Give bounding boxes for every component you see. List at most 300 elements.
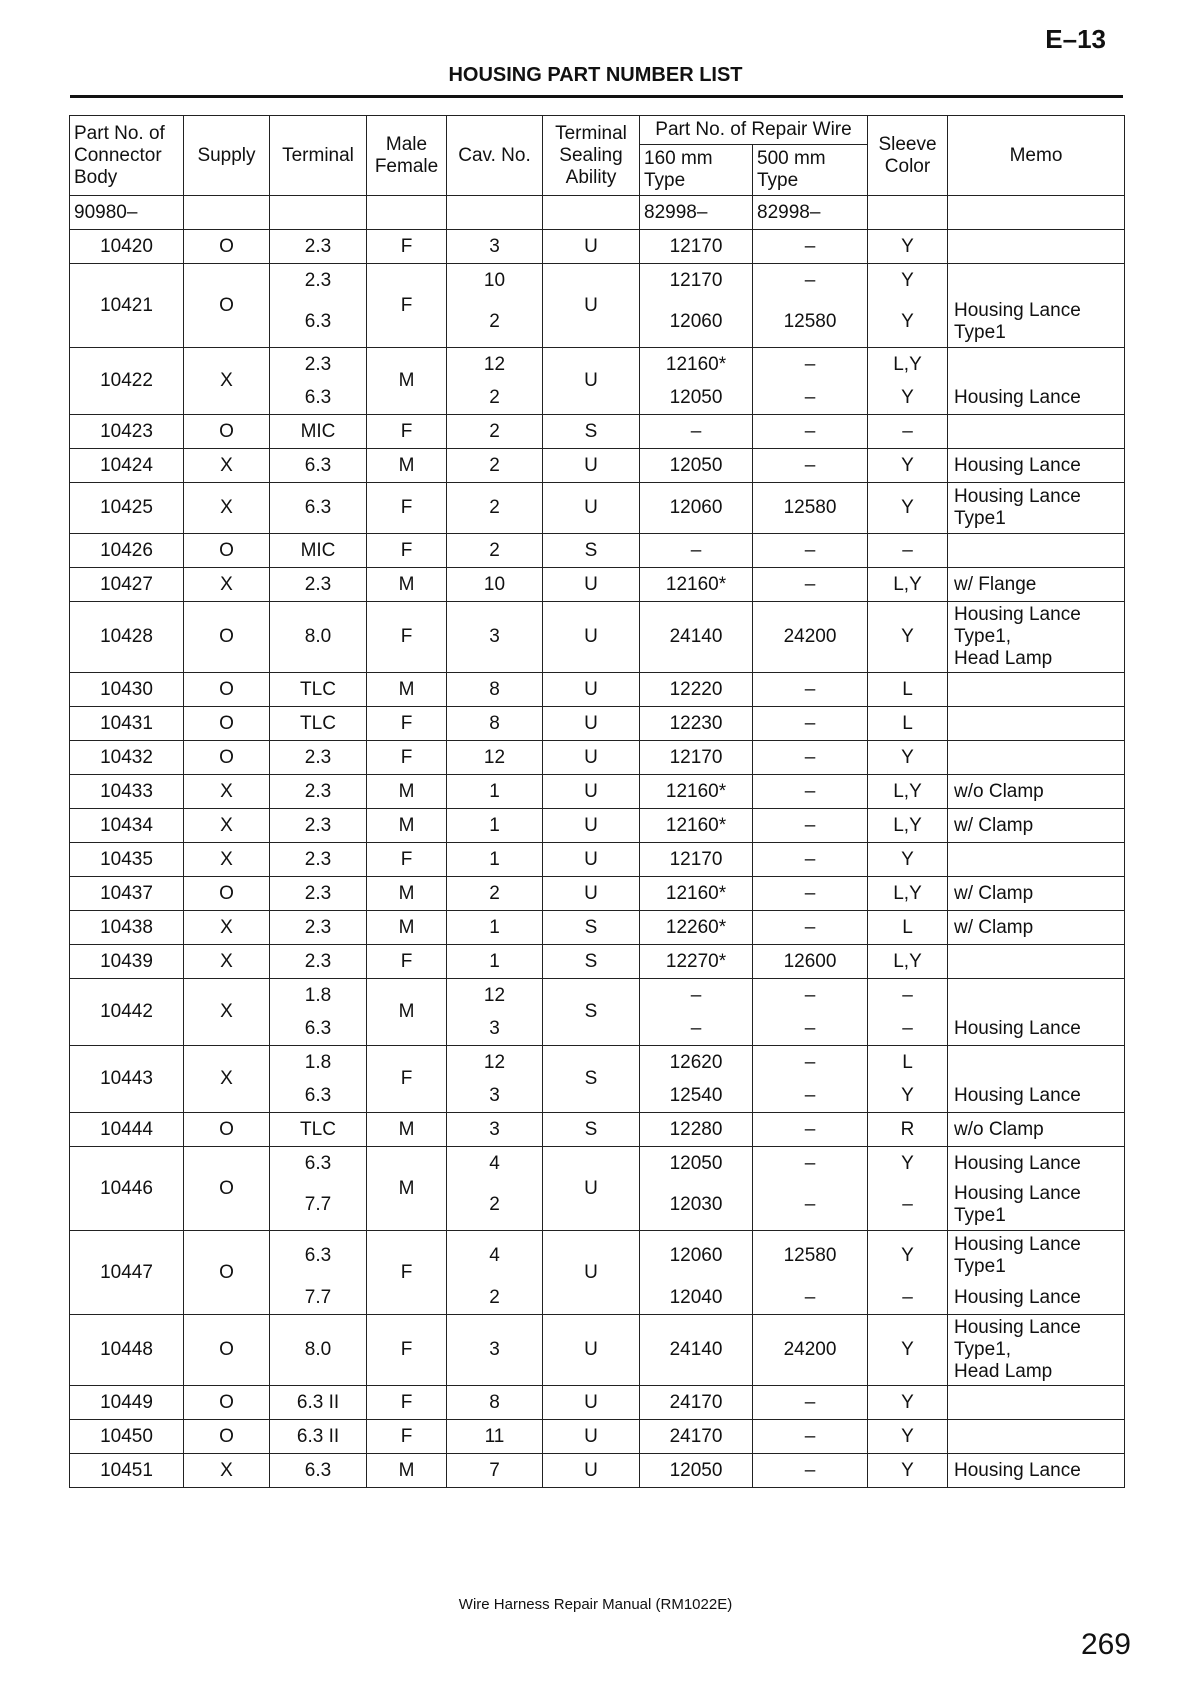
- wire-500-stack: [753, 1315, 867, 1385]
- page-number: 269: [1080, 1628, 1131, 1661]
- terminal-line: 6.3: [304, 497, 332, 518]
- sleeve-color-stack: [868, 877, 947, 910]
- cav-no: [447, 348, 543, 415]
- wire-500-line: –: [804, 916, 816, 938]
- supply: O: [184, 877, 270, 911]
- memo-line: Housing Lance Type1: [954, 1234, 1081, 1277]
- memo-line: Housing Lance: [954, 1017, 1081, 1039]
- cav-no-line: 1: [489, 916, 500, 938]
- wire-500-stack: [753, 707, 867, 740]
- wire-500-stack: [753, 979, 867, 1045]
- wire-160-line: 12060: [669, 1245, 723, 1266]
- wire-160-stack: [640, 775, 752, 808]
- sleeve-color-line: Y: [901, 848, 914, 870]
- wire-500-stack: [753, 230, 867, 263]
- cav-no-stack: [447, 809, 542, 842]
- sleeve-color: [868, 1386, 948, 1420]
- terminal-stack: [270, 534, 366, 567]
- wire-500: [753, 1147, 868, 1231]
- part-no: 10423: [70, 415, 184, 449]
- supply: O: [184, 534, 270, 568]
- sealing-stack: [543, 945, 639, 978]
- memo-line: w/ Clamp: [954, 882, 1034, 904]
- cav-no-line: 7: [489, 1459, 500, 1481]
- wire-500-line: –: [804, 269, 816, 291]
- empty-cell: [367, 196, 447, 230]
- wire-160-stack: [640, 1231, 752, 1314]
- wire-500-stack: [753, 843, 867, 876]
- sleeve-color-line: –: [902, 1194, 913, 1215]
- wire-500-stack: [753, 264, 867, 347]
- table-row: [70, 568, 1125, 602]
- sleeve-color-line: Y: [901, 1245, 914, 1266]
- terminal-stack: [270, 1420, 366, 1453]
- cav-no-line: 1: [489, 848, 500, 870]
- memo-stack: [948, 911, 1124, 944]
- memo-line: w/o Clamp: [954, 1118, 1044, 1140]
- wire-160-line: 12160*: [665, 780, 727, 802]
- sealing-stack: [543, 483, 639, 533]
- wire-500-line: –: [804, 1084, 816, 1106]
- sealing-stack: [543, 1454, 639, 1487]
- sealing: [543, 534, 640, 568]
- part-no: 10439: [70, 945, 184, 979]
- terminal-stack: [270, 707, 366, 740]
- wire-160: [640, 415, 753, 449]
- terminal-line: 2.3: [304, 950, 332, 972]
- wire-160-line: 12170: [669, 269, 723, 291]
- cav-no-stack: [447, 449, 542, 482]
- sealing-stack: [543, 741, 639, 774]
- wire-160: [640, 1315, 753, 1386]
- terminal-stack: [270, 1046, 366, 1112]
- memo-line: Housing Lance Type1, Head Lamp: [954, 1317, 1081, 1382]
- wire-500-stack: [753, 1454, 867, 1487]
- sleeve-color-stack: [868, 568, 947, 601]
- wire-160: [640, 911, 753, 945]
- sealing-line: S: [584, 916, 598, 938]
- cav-no-line: 8: [489, 1391, 500, 1413]
- terminal-stack: [270, 979, 366, 1045]
- memo-line: [948, 673, 1124, 706]
- sealing: [543, 945, 640, 979]
- wire-160: [640, 741, 753, 775]
- male-female: [367, 775, 447, 809]
- terminal-stack: [270, 911, 366, 944]
- memo-line: Housing Lance: [954, 454, 1081, 476]
- memo: [948, 1113, 1125, 1147]
- wire-500-line: –: [804, 1459, 816, 1481]
- cav-no-stack: [447, 911, 542, 944]
- supply: O: [184, 707, 270, 741]
- sleeve-color: [868, 707, 948, 741]
- male-female-line: M: [398, 454, 415, 476]
- cav-no-stack: [447, 483, 542, 533]
- wire-500: [753, 348, 868, 415]
- part-no: 10438: [70, 911, 184, 945]
- prefix-part: 90980–: [70, 196, 184, 230]
- terminal: [270, 1046, 367, 1113]
- male-female: F: [367, 1231, 447, 1315]
- sealing-line: U: [584, 848, 598, 870]
- supply: O: [184, 1113, 270, 1147]
- table-row: [70, 1386, 1125, 1420]
- wire-160-line: 12060: [669, 497, 723, 518]
- terminal-line: 2.3: [304, 848, 332, 870]
- sleeve-color-stack: [868, 449, 947, 482]
- wire-160-line: 12280: [669, 1118, 723, 1140]
- cav-no-line: 8: [489, 712, 500, 734]
- wire-500: [753, 877, 868, 911]
- male-female-line: M: [398, 573, 415, 595]
- col-sleeve: Sleeve Color: [868, 116, 948, 196]
- memo-line: [948, 979, 1124, 1012]
- sealing-stack: [543, 1113, 639, 1146]
- table-row: [70, 1420, 1125, 1454]
- sealing: [543, 911, 640, 945]
- sealing: [543, 707, 640, 741]
- sleeve-color: [868, 1113, 948, 1147]
- male-female-line: M: [398, 882, 415, 904]
- sleeve-color: [868, 348, 948, 415]
- memo: [948, 1231, 1125, 1315]
- terminal: [270, 979, 367, 1046]
- cav-no: [447, 1315, 543, 1386]
- terminal-line: 2.3: [304, 882, 332, 904]
- sealing: [543, 230, 640, 264]
- wire-160-stack: [640, 1147, 752, 1230]
- prefix-wire500: 82998–: [753, 196, 868, 230]
- col-cav-no: Cav. No.: [447, 116, 543, 196]
- supply: X: [184, 483, 270, 534]
- memo-line: Housing Lance: [954, 1286, 1081, 1308]
- cav-no-line: 3: [489, 1339, 500, 1360]
- wire-500: [753, 809, 868, 843]
- terminal-stack: [270, 673, 366, 706]
- memo-line: w/ Flange: [954, 573, 1037, 595]
- cav-no-line: 2: [489, 1286, 500, 1308]
- wire-160: [640, 775, 753, 809]
- wire-160-stack: [640, 1315, 752, 1385]
- sleeve-color-line: Y: [901, 626, 914, 647]
- cav-no-line: 1: [489, 950, 500, 972]
- cav-no-stack: [447, 979, 542, 1045]
- empty-cell: [543, 196, 640, 230]
- wire-160-stack: [640, 1113, 752, 1146]
- memo: [948, 230, 1125, 264]
- wire-500-stack: [753, 483, 867, 533]
- col-supply: Supply: [184, 116, 270, 196]
- memo-stack: [948, 534, 1124, 567]
- terminal-line: TLC: [300, 1118, 336, 1140]
- table-row: [70, 1231, 1125, 1315]
- wire-500-line: –: [804, 1391, 816, 1413]
- sealing-line: U: [584, 780, 598, 802]
- wire-160-line: 12160*: [665, 882, 727, 904]
- wire-500: [753, 602, 868, 673]
- male-female: [367, 843, 447, 877]
- sleeve-color-stack: [868, 1231, 947, 1314]
- part-no: 10420: [70, 230, 184, 264]
- memo: [948, 775, 1125, 809]
- cav-no-line: 2: [489, 386, 500, 408]
- male-female-stack: [367, 415, 446, 448]
- sleeve-color-line: Y: [901, 1391, 914, 1413]
- sleeve-color-stack: [868, 1315, 947, 1385]
- memo-line: [948, 264, 1124, 297]
- memo: [948, 877, 1125, 911]
- male-female-line: M: [398, 1459, 415, 1481]
- cav-no: [447, 1113, 543, 1147]
- male-female-stack: [367, 1386, 446, 1419]
- wire-500-stack: [753, 1420, 867, 1453]
- empty-cell: [948, 196, 1125, 230]
- table-row: [70, 741, 1125, 775]
- wire-160-stack: [640, 673, 752, 706]
- memo: [948, 1420, 1125, 1454]
- sleeve-color-stack: [868, 348, 947, 414]
- sealing: U: [543, 264, 640, 348]
- sleeve-color-line: L: [902, 1051, 913, 1073]
- table-row: [70, 415, 1125, 449]
- cav-no: [447, 602, 543, 673]
- cav-no-stack: [447, 1315, 542, 1385]
- cav-no-line: 2: [489, 311, 500, 332]
- sleeve-color-stack: [868, 1420, 947, 1453]
- wire-500-line: –: [804, 420, 816, 442]
- cav-no-line: 3: [489, 1084, 500, 1106]
- wire-500: [753, 741, 868, 775]
- sleeve-color: [868, 264, 948, 348]
- terminal: [270, 264, 367, 348]
- sleeve-color-stack: [868, 741, 947, 774]
- memo-stack: [948, 809, 1124, 842]
- wire-500-stack: [753, 809, 867, 842]
- sealing: [543, 483, 640, 534]
- sealing-line: U: [584, 235, 598, 257]
- wire-500-stack: [753, 568, 867, 601]
- sealing-line: U: [584, 746, 598, 768]
- wire-500-line: 12580: [783, 497, 837, 518]
- terminal-line: TLC: [300, 678, 336, 700]
- wire-500: [753, 534, 868, 568]
- sleeve-color-stack: [868, 1454, 947, 1487]
- cav-no-line: 3: [489, 1118, 500, 1140]
- wire-160-line: 12170: [669, 746, 723, 768]
- part-no: 10426: [70, 534, 184, 568]
- supply: O: [184, 1420, 270, 1454]
- wire-160: [640, 1046, 753, 1113]
- memo-line: [948, 1386, 1124, 1419]
- memo-line: [948, 707, 1124, 740]
- cav-no-stack: [447, 741, 542, 774]
- terminal-stack: [270, 741, 366, 774]
- terminal: [270, 415, 367, 449]
- terminal: [270, 568, 367, 602]
- memo: [948, 568, 1125, 602]
- wire-160-line: 12270*: [665, 950, 727, 972]
- part-no: 10446: [70, 1147, 184, 1231]
- wire-500-stack: [753, 775, 867, 808]
- cav-no-stack: [447, 534, 542, 567]
- empty-cell: [184, 196, 270, 230]
- terminal: [270, 945, 367, 979]
- sealing-line: U: [584, 882, 598, 904]
- wire-500-stack: [753, 1231, 867, 1314]
- part-no: 10444: [70, 1113, 184, 1147]
- memo: [948, 809, 1125, 843]
- sleeve-color: [868, 602, 948, 673]
- sleeve-color-line: L,Y: [893, 882, 922, 904]
- terminal-stack: [270, 1113, 366, 1146]
- sleeve-color-stack: [868, 1046, 947, 1112]
- sleeve-color-line: Y: [901, 454, 914, 476]
- wire-160-line: 12230: [669, 712, 723, 734]
- male-female-line: F: [400, 235, 413, 257]
- table-row: [70, 877, 1125, 911]
- male-female: [367, 707, 447, 741]
- cav-no-stack: [447, 1420, 542, 1453]
- wire-160: [640, 1231, 753, 1315]
- sealing-stack: [543, 415, 639, 448]
- cav-no-stack: [447, 602, 542, 672]
- wire-160-stack: [640, 979, 752, 1045]
- male-female-stack: [367, 843, 446, 876]
- supply: X: [184, 449, 270, 483]
- wire-500: [753, 449, 868, 483]
- table-body: [70, 196, 1125, 1488]
- terminal: [270, 602, 367, 673]
- wire-500-line: 12600: [783, 950, 837, 972]
- wire-160-stack: [640, 534, 752, 567]
- wire-160: [640, 843, 753, 877]
- wire-160-line: –: [690, 420, 702, 442]
- male-female: [367, 534, 447, 568]
- wire-160: [640, 707, 753, 741]
- col-part-no: Part No. of Connector Body: [70, 116, 184, 196]
- male-female-stack: [367, 602, 446, 672]
- terminal-stack: [270, 1315, 366, 1385]
- wire-160-line: 12050: [669, 386, 723, 408]
- male-female-line: F: [400, 712, 413, 734]
- cav-no-stack: [447, 568, 542, 601]
- wire-160: [640, 264, 753, 348]
- sleeve-color: [868, 911, 948, 945]
- memo-stack: [948, 1454, 1124, 1487]
- memo-stack: [948, 1386, 1124, 1419]
- table-row: [70, 1046, 1125, 1113]
- sleeve-color: [868, 741, 948, 775]
- terminal-line: 7.7: [304, 1194, 332, 1215]
- sleeve-color: [868, 673, 948, 707]
- table-row: [70, 1147, 1125, 1231]
- wire-160-stack: [640, 741, 752, 774]
- sleeve-color-line: R: [900, 1118, 915, 1140]
- sealing: [543, 877, 640, 911]
- terminal-line: 7.7: [304, 1286, 332, 1308]
- sleeve-color-line: –: [902, 1017, 913, 1039]
- terminal: [270, 1315, 367, 1386]
- memo-line: Housing Lance: [954, 1152, 1081, 1174]
- wire-160: [640, 568, 753, 602]
- male-female-stack: [367, 809, 446, 842]
- wire-160-line: 12170: [669, 235, 723, 257]
- cav-no-stack: [447, 415, 542, 448]
- part-no: 10428: [70, 602, 184, 673]
- sleeve-color-stack: [868, 707, 947, 740]
- male-female-line: F: [400, 497, 413, 518]
- supply: O: [184, 1386, 270, 1420]
- memo: [948, 1046, 1125, 1113]
- wire-500: [753, 1113, 868, 1147]
- sealing-stack: [543, 673, 639, 706]
- memo-line: Housing Lance Type1: [954, 486, 1081, 529]
- cav-no-line: 2: [489, 539, 500, 561]
- cav-no-line: 12: [483, 984, 506, 1006]
- wire-160-line: 12160*: [665, 353, 727, 375]
- sleeve-color: [868, 877, 948, 911]
- sleeve-color-line: –: [902, 1286, 913, 1308]
- sleeve-color-line: Y: [901, 1425, 914, 1447]
- part-no: 10435: [70, 843, 184, 877]
- cav-no: [447, 449, 543, 483]
- sealing-line: U: [584, 573, 598, 595]
- sleeve-color: [868, 809, 948, 843]
- male-female-stack: [367, 741, 446, 774]
- page-title: HOUSING PART NUMBER LIST: [448, 64, 743, 86]
- sleeve-color-line: Y: [901, 1459, 914, 1481]
- terminal-stack: [270, 415, 366, 448]
- sleeve-color-stack: [868, 264, 947, 347]
- memo-stack: [948, 348, 1124, 414]
- footer-manual: Wire Harness Repair Manual (RM1022E): [458, 1596, 733, 1613]
- memo-line: Housing Lance: [954, 1459, 1081, 1481]
- memo-stack: [948, 775, 1124, 808]
- prefix-wire160: 82998–: [640, 196, 753, 230]
- wire-500-line: –: [804, 1425, 816, 1447]
- sleeve-color-line: L: [902, 712, 913, 734]
- male-female-line: F: [400, 1425, 413, 1447]
- male-female-line: M: [398, 678, 415, 700]
- male-female-line: F: [400, 746, 413, 768]
- wire-160: [640, 945, 753, 979]
- sleeve-color-line: Y: [901, 311, 914, 332]
- wire-500: [753, 707, 868, 741]
- table-row: [70, 1113, 1125, 1147]
- terminal: [270, 1147, 367, 1231]
- col-wire-500: 500 mm Type: [753, 145, 868, 196]
- part-no: 10451: [70, 1454, 184, 1488]
- sleeve-color: [868, 979, 948, 1046]
- wire-500: [753, 1046, 868, 1113]
- table-row: [70, 809, 1125, 843]
- wire-500: [753, 1315, 868, 1386]
- memo: [948, 979, 1125, 1046]
- wire-500-line: –: [804, 1051, 816, 1073]
- wire-500-line: –: [804, 353, 816, 375]
- memo-stack: [948, 1046, 1124, 1112]
- wire-160-line: 12260*: [665, 916, 727, 938]
- male-female: F: [367, 264, 447, 348]
- sleeve-color: [868, 945, 948, 979]
- memo-line: [948, 230, 1124, 263]
- cav-no: [447, 775, 543, 809]
- col-sealing: Terminal Sealing Ability: [543, 116, 640, 196]
- terminal-stack: [270, 449, 366, 482]
- sealing: S: [543, 979, 640, 1046]
- sealing: [543, 1454, 640, 1488]
- memo-line: w/ Clamp: [954, 916, 1034, 938]
